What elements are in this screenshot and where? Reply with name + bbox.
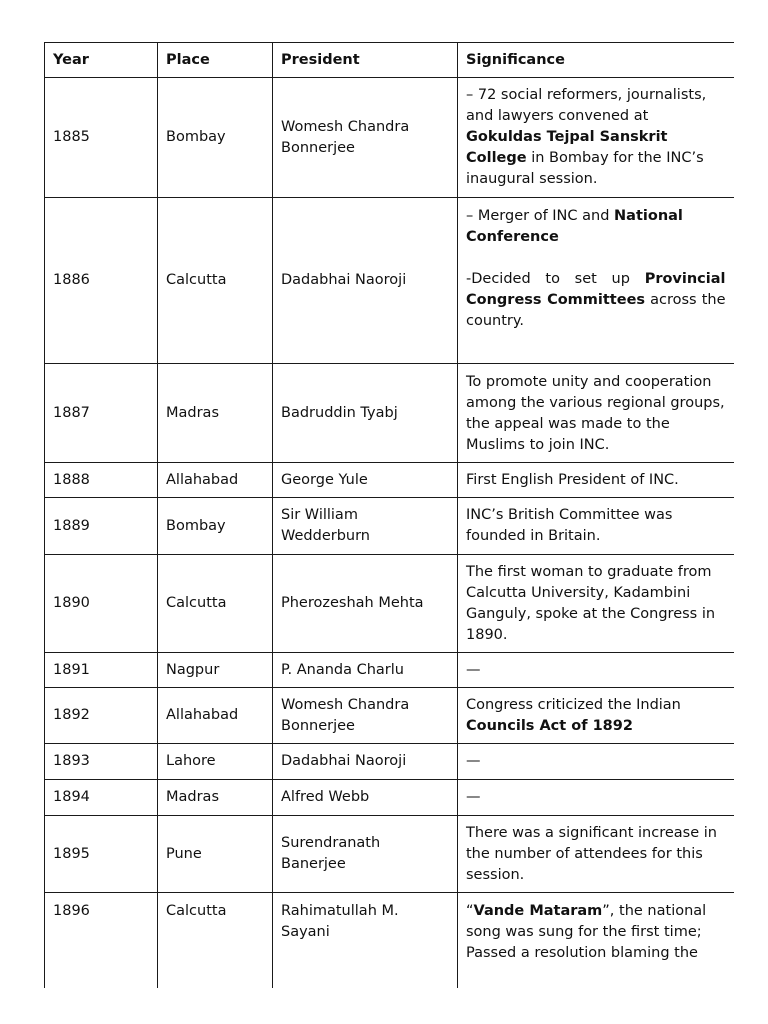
significance-cell: First English President of INC. — [458, 463, 734, 498]
table-row — [45, 780, 734, 816]
header-year: Year — [45, 43, 158, 78]
year-cell: 1885 — [45, 78, 158, 198]
table-header-row — [45, 43, 734, 78]
president-cell: Womesh Chandra Bonnerjee — [273, 688, 458, 744]
table-row — [45, 78, 734, 198]
year-cell: 1892 — [45, 688, 158, 744]
president-cell: Rahimatullah M. Sayani — [273, 893, 458, 988]
year-cell: 1886 — [45, 198, 158, 364]
header-president: President — [273, 43, 458, 78]
place-cell: Pune — [158, 816, 273, 893]
significance-cell: “Vande Mataram”, the national song was sung for the first time; Passed a resolution blaming the — [458, 893, 734, 988]
significance-cell: INC’s British Committee was founded in Britain. — [458, 498, 734, 555]
president-cell: P. Ananda Charlu — [273, 653, 458, 688]
place-cell: Calcutta — [158, 198, 273, 364]
significance-cell: – 72 social reformers, journalists, and lawyers convened at Gokuldas Tejpal Sanskrit College in Bombay for the INC’s inaugural session. — [458, 78, 734, 198]
president-cell: George Yule — [273, 463, 458, 498]
president-cell: Sir William Wedderburn — [273, 498, 458, 555]
year-cell: 1889 — [45, 498, 158, 555]
significance-cell: — — [458, 744, 734, 780]
significance-cell: – Merger of INC and National Conference -Decided to set up Provincial Congress Committees across the country. — [458, 198, 734, 364]
place-cell: Allahabad — [158, 688, 273, 744]
place-cell: Bombay — [158, 498, 273, 555]
year-cell: 1894 — [45, 780, 158, 816]
place-cell: Bombay — [158, 78, 273, 198]
president-cell: Dadabhai Naoroji — [273, 198, 458, 364]
table-row — [45, 653, 734, 688]
table-row — [45, 555, 734, 653]
year-cell: 1895 — [45, 816, 158, 893]
significance-cell: The first woman to graduate from Calcutta University, Kadambini Ganguly, spoke at the Congress in 1890. — [458, 555, 734, 653]
president-cell: Womesh Chandra Bonnerjee — [273, 78, 458, 198]
president-cell: Badruddin Tyabj — [273, 364, 458, 463]
table-row — [45, 364, 734, 463]
year-cell: 1893 — [45, 744, 158, 780]
significance-cell: There was a significant increase in the number of attendees for this session. — [458, 816, 734, 893]
year-cell: 1896 — [45, 893, 158, 988]
year-cell: 1888 — [45, 463, 158, 498]
significance-cell: To promote unity and cooperation among the various regional groups, the appeal was made to the Muslims to join INC. — [458, 364, 734, 463]
year-cell: 1891 — [45, 653, 158, 688]
president-cell: Dadabhai Naoroji — [273, 744, 458, 780]
table-row — [45, 893, 734, 988]
president-cell: Alfred Webb — [273, 780, 458, 816]
year-cell: 1890 — [45, 555, 158, 653]
place-cell: Madras — [158, 780, 273, 816]
table-row — [45, 688, 734, 744]
header-place: Place — [158, 43, 273, 78]
inc-sessions-table — [44, 42, 734, 988]
year-cell: 1887 — [45, 364, 158, 463]
place-cell: Lahore — [158, 744, 273, 780]
table-row — [45, 744, 734, 780]
place-cell: Allahabad — [158, 463, 273, 498]
table-row — [45, 498, 734, 555]
significance-cell: Congress criticized the Indian Councils Act of 1892 — [458, 688, 734, 744]
president-cell: Pherozeshah Mehta — [273, 555, 458, 653]
place-cell: Madras — [158, 364, 273, 463]
significance-cell: — — [458, 780, 734, 816]
significance-cell: — — [458, 653, 734, 688]
place-cell: Calcutta — [158, 555, 273, 653]
table-row — [45, 816, 734, 893]
president-cell: Surendranath Banerjee — [273, 816, 458, 893]
place-cell: Calcutta — [158, 893, 273, 988]
place-cell: Nagpur — [158, 653, 273, 688]
header-significance: Significance — [458, 43, 734, 78]
table-row — [45, 463, 734, 498]
table-row — [45, 198, 734, 364]
